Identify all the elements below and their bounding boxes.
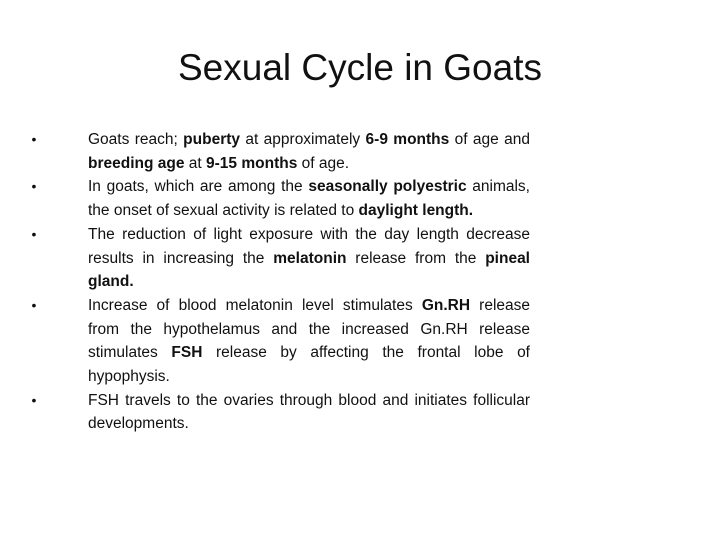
bullet-text: of age and bbox=[449, 131, 531, 148]
bullet-item-puberty bbox=[31, 128, 531, 175]
bullet-icon: • bbox=[31, 178, 37, 195]
bullet-list bbox=[31, 128, 531, 436]
bullet-bold-text: FSH bbox=[171, 344, 203, 362]
bullet-bold-text: breeding age bbox=[88, 154, 185, 172]
bullet-text: of age. bbox=[297, 154, 350, 172]
bullet-icon: • bbox=[31, 296, 37, 313]
bullet-text: animals, the onset of sexual activity is related to bbox=[88, 178, 530, 220]
bullet-text: Goats reach; bbox=[88, 131, 184, 148]
bullet-item-fsh bbox=[31, 389, 530, 436]
bullet-text: release from the hypothelamus and the increased Gn.RH release stimulates bbox=[88, 296, 530, 362]
bullet-item-seasonality bbox=[31, 175, 530, 222]
bullet-item-gnrh bbox=[31, 294, 530, 389]
bullet-bold-text: puberty bbox=[183, 131, 241, 148]
bullet-icon: • bbox=[31, 131, 37, 147]
bullet-bold-text: melatonin bbox=[273, 249, 347, 267]
bullet-icon: • bbox=[31, 391, 37, 408]
bullet-bold-text: 6-9 months bbox=[365, 131, 450, 148]
bullet-text: FSH travels to the ovaries through blood and initiates follicular developments. bbox=[88, 391, 530, 433]
bullet-text: Increase of blood melatonin level stimulates bbox=[88, 296, 422, 314]
bullet-bold-text: pineal gland. bbox=[88, 249, 530, 291]
bullet-text: In goats, which are among the bbox=[88, 178, 309, 196]
bullet-text: at approximately bbox=[240, 131, 366, 148]
bullet-bold-text: seasonally polyestric bbox=[308, 178, 467, 196]
bullet-bold-text: Gn.RH bbox=[421, 296, 471, 314]
slide-title: Sexual Cycle in Goats bbox=[177, 47, 542, 88]
bullet-text: release from the bbox=[346, 249, 486, 267]
bullet-icon: • bbox=[31, 225, 37, 242]
bullet-item-melatonin bbox=[31, 223, 530, 294]
bullet-bold-text: daylight length. bbox=[358, 202, 474, 220]
bullet-text: The reduction of light exposure with the day length decrease results in increasing the bbox=[88, 225, 530, 267]
bullet-text: at bbox=[184, 154, 207, 172]
bullet-bold-text: 9-15 months bbox=[206, 154, 298, 172]
bullet-text: release by affecting the frontal lobe of hypophysis. bbox=[88, 344, 530, 386]
